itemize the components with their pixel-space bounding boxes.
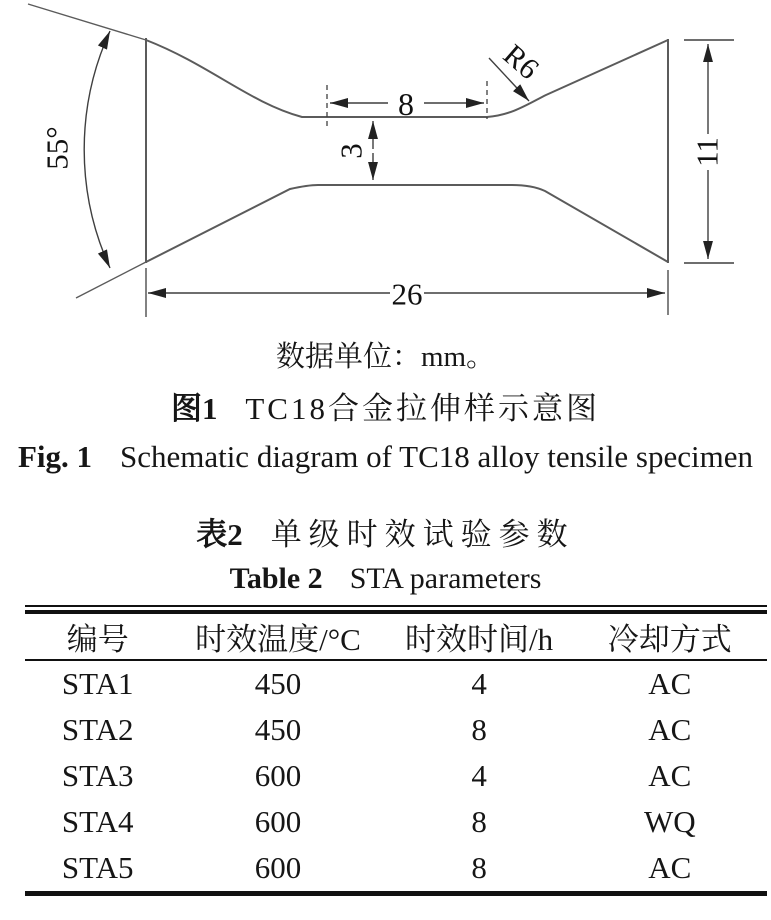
figure-caption-en <box>0 439 771 475</box>
table-row <box>25 753 767 799</box>
table-number-zh: 表2 <box>196 517 243 552</box>
figure-caption-zh <box>0 383 771 428</box>
table-cell: 4 <box>471 666 487 701</box>
table-cell: AC <box>648 666 692 701</box>
table-row <box>25 660 767 707</box>
table-cell: 600 <box>254 804 302 839</box>
table-title-zh: 单级时效试验参数 <box>270 517 575 552</box>
sta-parameters-table <box>25 605 767 896</box>
table-cell: 8 <box>471 712 487 747</box>
table-row <box>25 707 767 753</box>
total-length-label: 26 <box>391 276 423 312</box>
table-number-en: Table 2 <box>229 562 323 595</box>
angle-ext-line-top <box>28 4 146 40</box>
figure-unit-note: 数据单位：mm。 <box>275 341 496 373</box>
table-cell: 8 <box>471 804 487 839</box>
column-header-temperature: 时效温度/°C <box>170 612 385 660</box>
table-cell: STA3 <box>61 758 134 793</box>
table-cell: AC <box>648 758 692 793</box>
specimen-outline-bottom <box>146 185 668 262</box>
table-cell: 600 <box>254 850 302 885</box>
column-header-time: 时效时间/h <box>386 612 573 660</box>
angle-arc <box>84 31 110 268</box>
grip-height-label: 11 <box>689 137 725 167</box>
table-cell: 450 <box>254 712 302 747</box>
table-cell: STA5 <box>61 850 134 885</box>
gauge-length-label: 8 <box>398 86 414 122</box>
angle-label: 55° <box>39 126 75 170</box>
column-header-id: 编号 <box>25 612 170 660</box>
table-cell: STA1 <box>61 666 134 701</box>
table-top-thin-rule <box>25 605 767 607</box>
angle-ext-line-bottom <box>76 262 146 298</box>
table-cell: 8 <box>471 850 487 885</box>
figure-title-en: Schematic diagram of TC18 alloy tensile specimen <box>119 439 753 474</box>
figure-title-zh: TC18合金拉伸样示意图 <box>245 391 600 426</box>
gauge-width-label: 3 <box>333 143 369 159</box>
fillet-radius-label: R6 <box>496 38 546 86</box>
figure-number-zh: 图1 <box>170 391 218 426</box>
table-header-row <box>25 612 767 660</box>
table-caption-zh <box>0 509 771 554</box>
table-cell: WQ <box>643 804 696 839</box>
table-cell: 450 <box>254 666 302 701</box>
column-header-cooling: 冷却方式 <box>573 612 767 660</box>
table-cell: STA2 <box>61 712 134 747</box>
table-cell: AC <box>648 850 692 885</box>
table-cell: AC <box>648 712 692 747</box>
table-cell: 600 <box>254 758 302 793</box>
table-cell: 4 <box>471 758 487 793</box>
table-row <box>25 845 767 894</box>
tensile-specimen-diagram <box>0 0 771 332</box>
table-cell: STA4 <box>61 804 134 839</box>
table-caption-en <box>0 562 771 596</box>
table-row <box>25 799 767 845</box>
figure-number-en: Fig. 1 <box>18 439 93 474</box>
table-title-en: STA parameters <box>349 562 542 595</box>
